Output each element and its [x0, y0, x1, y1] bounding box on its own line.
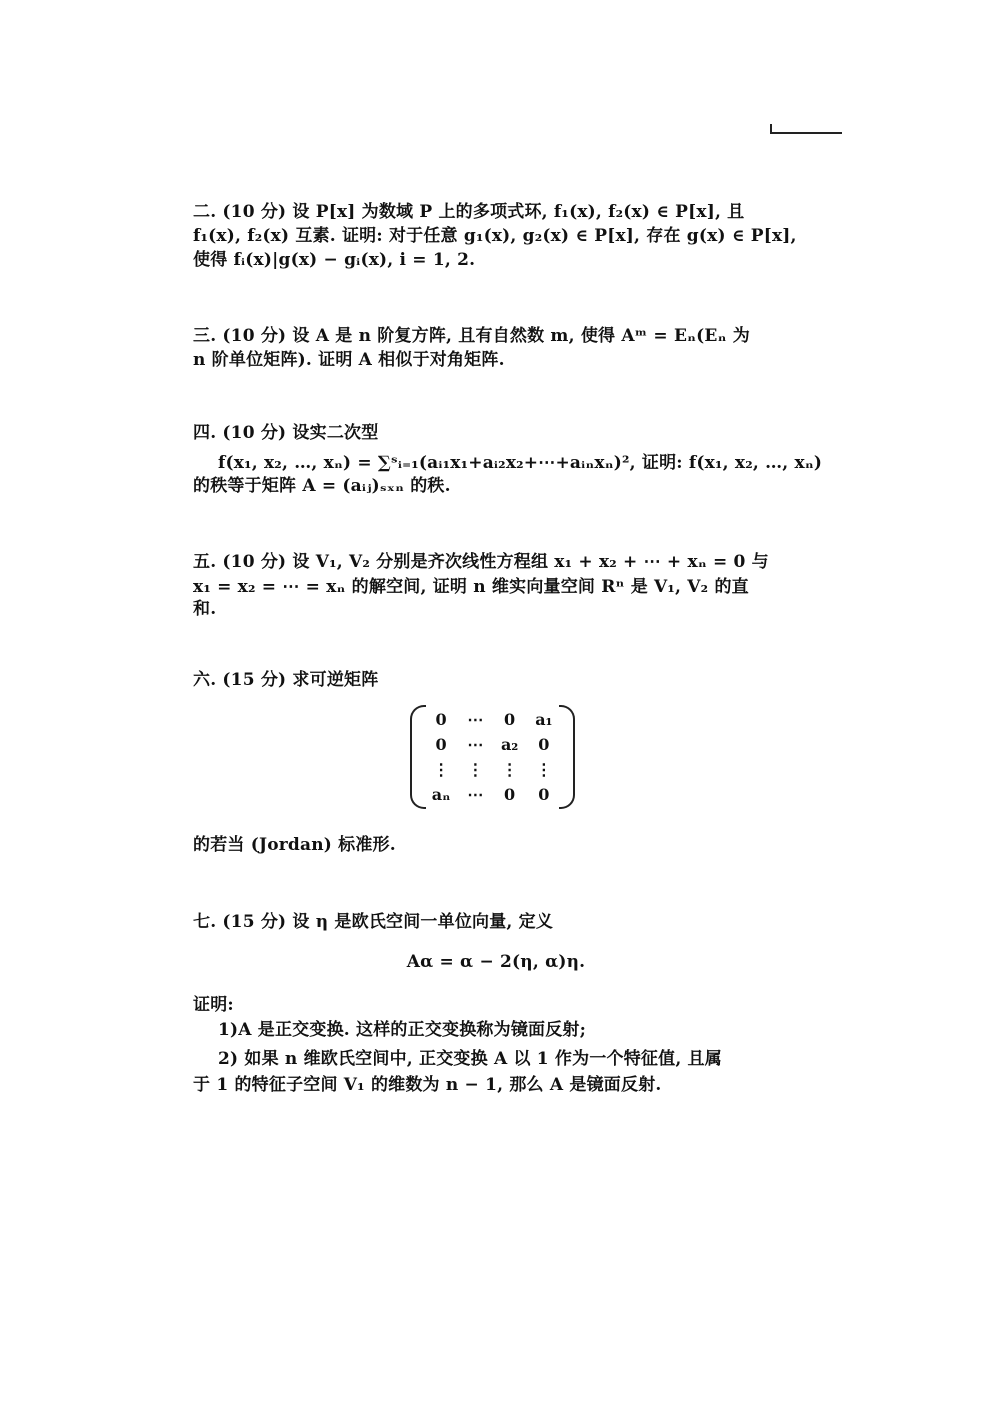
- right-parenthesis: [559, 705, 575, 809]
- q4-line-3: 的秩等于矩阵 A = (aᵢⱼ)ₛₓₙ 的秩.: [193, 476, 451, 496]
- matrix-cell: ⋯: [467, 735, 484, 754]
- scan-corner-line: [770, 132, 842, 134]
- q7-part-2-line-1: 2) 如果 n 维欧氏空间中, 正交变换 𝐀 以 1 作为一个特征值, 且属: [218, 1049, 722, 1069]
- q6-line-1: 六. (15 分) 求可逆矩阵: [193, 670, 379, 690]
- matrix-grid: [424, 707, 561, 807]
- q3-line-1: 三. (10 分) 设 A 是 n 阶复方阵, 且有自然数 m, 使得 Aᵐ = Eₙ(Eₙ 为: [193, 326, 750, 346]
- q2-line-1: 二. (10 分) 设 P[x] 为数域 P 上的多项式环, f₁(x), f₂(x) ∈ P[x], 且: [193, 202, 745, 222]
- matrix-cell: ⋯: [467, 785, 484, 804]
- q3-line-2: n 阶单位矩阵). 证明 A 相似于对角矩阵.: [193, 350, 505, 370]
- matrix-cell: ⋮: [501, 760, 518, 779]
- matrix-cell: 0: [435, 710, 447, 729]
- q5-line-1: 五. (10 分) 设 V₁, V₂ 分别是齐次线性方程组 x₁ + x₂ + ⋯ + xₙ = 0 与: [193, 552, 769, 572]
- matrix-cell: aₙ: [431, 785, 451, 804]
- q7-part-1: 1)𝐀 是正交变换. 这样的正交变换称为镜面反射;: [218, 1020, 587, 1040]
- matrix-cell: 0: [435, 735, 447, 754]
- matrix-cell: 0: [504, 785, 516, 804]
- matrix-cell: ⋮: [467, 760, 484, 779]
- matrix-cell: ⋯: [467, 710, 484, 729]
- q2-line-2: f₁(x), f₂(x) 互素. 证明: 对于任意 g₁(x), g₂(x) ∈ P[x], 存在 g(x) ∈ P[x],: [193, 226, 797, 246]
- q6-line-2: 的若当 (Jordan) 标准形.: [193, 835, 396, 855]
- matrix-cell: 0: [504, 710, 516, 729]
- matrix-cell: a₂: [500, 735, 519, 754]
- matrix-cell: a₁: [535, 710, 553, 729]
- q2-line-3: 使得 fᵢ(x)|g(x) − gᵢ(x), i = 1, 2.: [193, 250, 476, 270]
- q7-part-2-line-2: 于 1 的特征子空间 V₁ 的维数为 n − 1, 那么 A 是镜面反射.: [193, 1075, 662, 1095]
- matrix: [410, 705, 575, 810]
- q5-line-3: 和.: [193, 599, 217, 619]
- q7-line-1: 七. (15 分) 设 η 是欧氏空间一单位向量, 定义: [193, 912, 554, 932]
- matrix-cell: 0: [538, 785, 550, 804]
- q7-formula: 𝐀α = α − 2(η, α)η.: [406, 952, 586, 972]
- matrix-cell: ⋮: [433, 760, 450, 779]
- q4-line-1: 四. (10 分) 设实二次型: [193, 423, 379, 443]
- q4-line-2: f(x₁, x₂, …, xₙ) = ∑ˢᵢ₌₁(aᵢ₁x₁+aᵢ₂x₂+⋯+aᵢₙxₙ)², 证明: f(x₁, x₂, …, xₙ): [218, 453, 823, 473]
- matrix-cell: ⋮: [535, 760, 552, 779]
- matrix-cell: 0: [538, 735, 550, 754]
- q7-proof-label: 证明:: [193, 995, 234, 1015]
- q5-line-2: x₁ = x₂ = ⋯ = xₙ 的解空间, 证明 n 维实向量空间 Rⁿ 是 V₁, V₂ 的直: [193, 577, 749, 597]
